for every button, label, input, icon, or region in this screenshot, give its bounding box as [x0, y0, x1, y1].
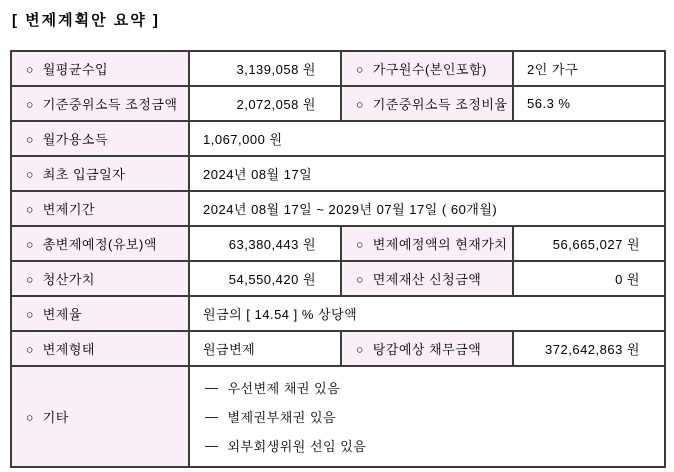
first-deposit-date-label	[11, 156, 189, 191]
monthly-disposable-income-value-text: 1,067,000 원	[203, 132, 283, 147]
median-income-adjusted-amount-label-text: 기준중위소득 조정금액	[42, 97, 178, 112]
dash-icon: —	[205, 409, 219, 424]
repayment-type-label-text: 변제형태	[42, 342, 95, 357]
etc-label	[11, 366, 189, 467]
median-income-adjustment-ratio-label-text: 기준중위소득 조정비율	[372, 97, 508, 112]
exempt-property-requested-value-text: 0 원	[615, 272, 640, 287]
present-value-of-repayment-label-text: 변제예정액의 현재가치	[372, 237, 508, 252]
row-disposable-income	[11, 121, 665, 156]
exempt-property-requested-label	[341, 261, 513, 296]
expected-debt-reduction-value-text: 372,642,863 원	[545, 342, 640, 357]
repayment-period-label	[11, 191, 189, 226]
repayment-period-value	[189, 191, 665, 226]
household-size-value-text: 2인 가구	[527, 62, 579, 77]
monthly-disposable-income-value	[189, 121, 665, 156]
row-median-income	[11, 86, 665, 121]
median-income-adjusted-amount-value-text: 2,072,058 원	[236, 97, 316, 112]
etc-line-text: 우선변제 채권 있음	[227, 381, 341, 396]
expected-debt-reduction-label-text: 탕감예상 채무금액	[372, 342, 482, 357]
repayment-period-value-text: 2024년 08월 17일 ~ 2029년 07월 17일 ( 60개월)	[203, 202, 498, 217]
repayment-rate-label	[11, 296, 189, 331]
household-size-label-text: 가구원수(본인포함)	[372, 62, 487, 77]
circle-bullet-icon: ○	[26, 202, 34, 217]
dash-icon: —	[205, 438, 219, 453]
repayment-type-value-text: 원금변제	[203, 342, 256, 357]
exempt-property-requested-label-text: 면제재산 신청금액	[372, 272, 482, 287]
repayment-rate-label-text: 변제율	[42, 307, 82, 322]
summary-table-body	[11, 51, 665, 467]
monthly-disposable-income-label-text: 월가용소득	[42, 132, 109, 147]
liquidation-value-label	[11, 261, 189, 296]
circle-bullet-icon: ○	[356, 237, 364, 252]
present-value-of-repayment-label	[341, 226, 513, 261]
repayment-rate-value	[189, 296, 665, 331]
etc-line-text: 외부회생위원 선임 있음	[227, 439, 367, 454]
liquidation-value-label-text: 청산가치	[42, 272, 95, 287]
median-income-adjusted-amount-value	[189, 86, 341, 121]
etc-value	[189, 366, 665, 467]
expected-debt-reduction-label	[341, 331, 513, 366]
dash-icon: —	[205, 380, 219, 395]
circle-bullet-icon: ○	[356, 97, 364, 112]
first-deposit-date-value-text: 2024년 08월 17일	[203, 167, 313, 182]
summary-table	[10, 50, 666, 468]
circle-bullet-icon: ○	[26, 167, 34, 182]
circle-bullet-icon: ○	[26, 97, 34, 112]
median-income-adjustment-ratio-label	[341, 86, 513, 121]
row-monthly-income	[11, 51, 665, 86]
monthly-average-income-value-text: 3,139,058 원	[236, 62, 316, 77]
etc-line	[205, 373, 664, 402]
circle-bullet-icon: ○	[26, 307, 34, 322]
row-repayment-type	[11, 331, 665, 366]
first-deposit-date-value	[189, 156, 665, 191]
repayment-period-label-text: 변제기간	[42, 202, 95, 217]
circle-bullet-icon: ○	[356, 342, 364, 357]
row-etc	[11, 366, 665, 467]
present-value-of-repayment-value	[513, 226, 665, 261]
etc-line-text: 별제권부채권 있음	[227, 410, 337, 425]
circle-bullet-icon: ○	[26, 237, 34, 252]
median-income-adjusted-amount-label	[11, 86, 189, 121]
circle-bullet-icon: ○	[26, 410, 34, 425]
circle-bullet-icon: ○	[356, 62, 364, 77]
circle-bullet-icon: ○	[356, 272, 364, 287]
circle-bullet-icon: ○	[26, 342, 34, 357]
etc-label-text: 기타	[42, 410, 69, 425]
repayment-type-value	[189, 331, 341, 366]
monthly-average-income-value	[189, 51, 341, 86]
monthly-disposable-income-label	[11, 121, 189, 156]
liquidation-value-value	[189, 261, 341, 296]
expected-debt-reduction-value	[513, 331, 665, 366]
repayment-rate-value-text: 원금의 [ 14.54 ] % 상당액	[203, 307, 358, 322]
total-expected-repayment-value	[189, 226, 341, 261]
median-income-adjustment-ratio-value-text: 56.3 %	[527, 96, 571, 111]
monthly-average-income-label-text: 월평균수입	[42, 62, 109, 77]
circle-bullet-icon: ○	[26, 62, 34, 77]
liquidation-value-value-text: 54,550,420 원	[228, 272, 316, 287]
etc-line	[205, 431, 664, 460]
row-repayment-rate	[11, 296, 665, 331]
total-expected-repayment-label	[11, 226, 189, 261]
page-title: [ 변제계획안 요약 ]	[12, 12, 160, 29]
household-size-label	[341, 51, 513, 86]
median-income-adjustment-ratio-value	[513, 86, 665, 121]
household-size-value	[513, 51, 665, 86]
row-first-deposit-date	[11, 156, 665, 191]
present-value-of-repayment-value-text: 56,665,027 원	[552, 237, 640, 252]
row-liquidation-value	[11, 261, 665, 296]
etc-line	[205, 402, 664, 431]
exempt-property-requested-value	[513, 261, 665, 296]
circle-bullet-icon: ○	[26, 132, 34, 147]
row-repayment-period	[11, 191, 665, 226]
row-total-expected-repayment	[11, 226, 665, 261]
total-expected-repayment-value-text: 63,380,443 원	[228, 237, 316, 252]
repayment-type-label	[11, 331, 189, 366]
first-deposit-date-label-text: 최초 입금일자	[42, 167, 126, 182]
total-expected-repayment-label-text: 총변제예정(유보)액	[42, 237, 157, 252]
monthly-average-income-label	[11, 51, 189, 86]
circle-bullet-icon: ○	[26, 272, 34, 287]
